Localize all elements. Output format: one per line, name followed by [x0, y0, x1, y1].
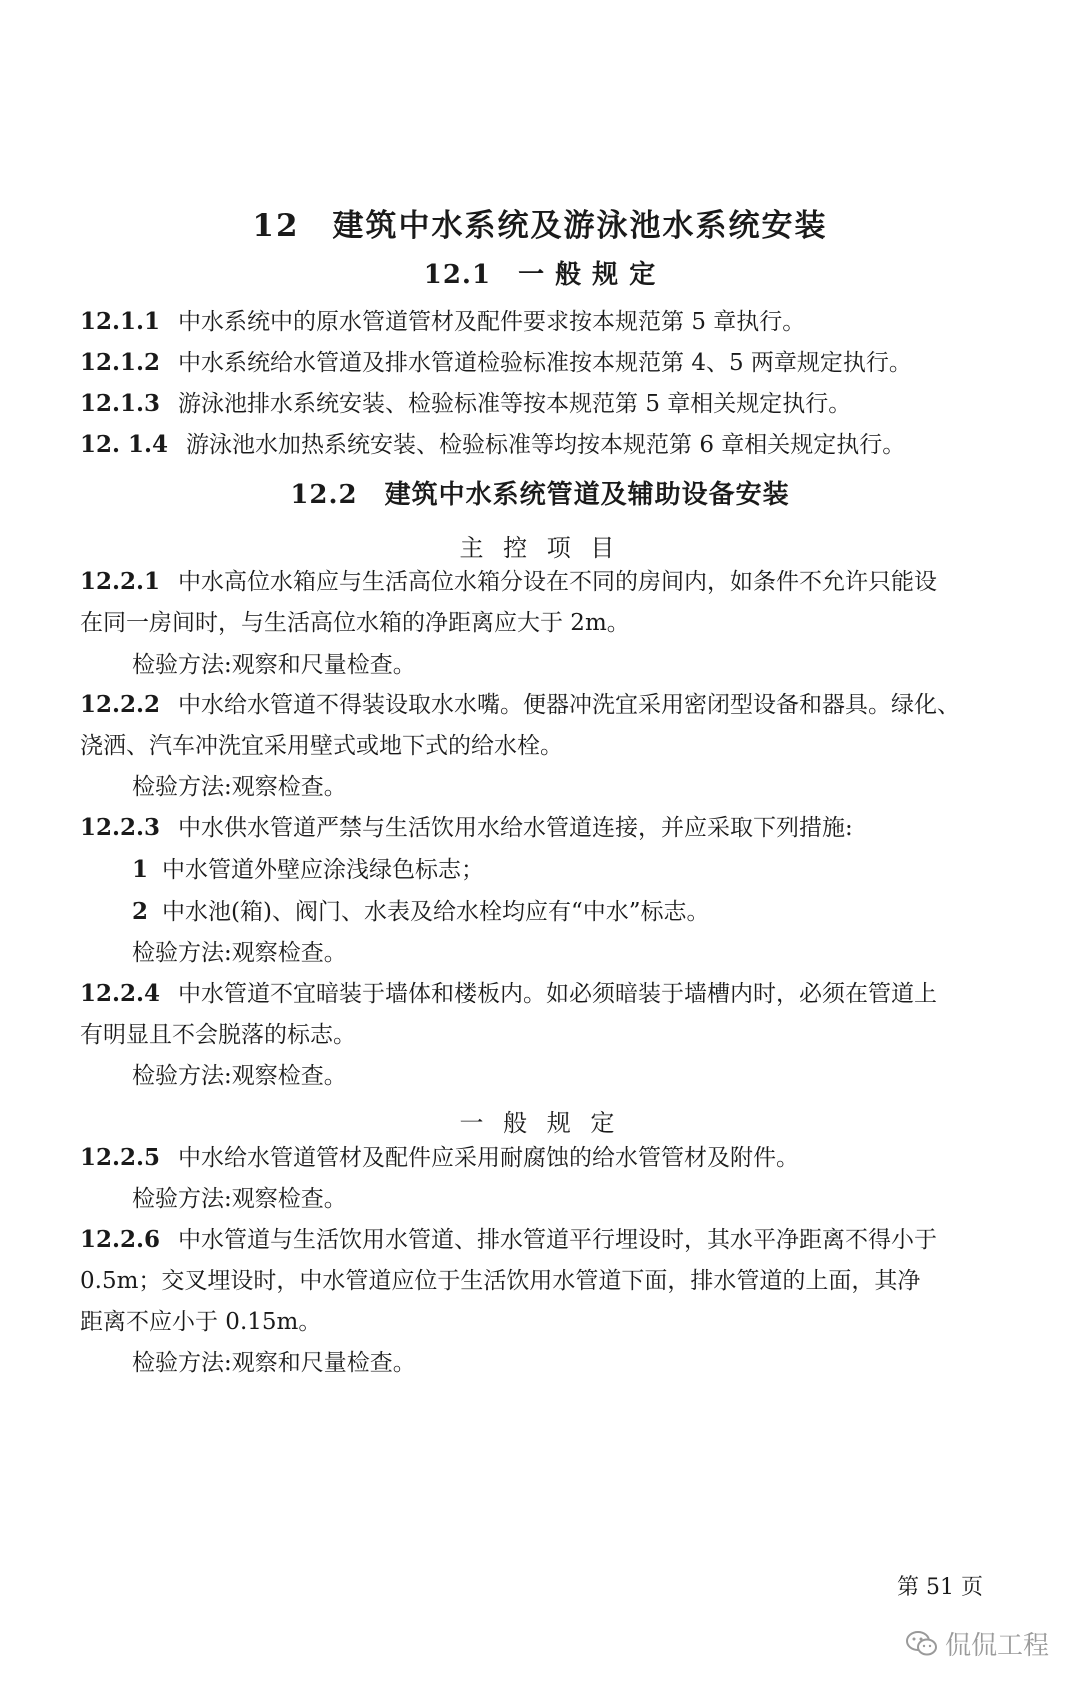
clause-number: 12.1.3 — [80, 390, 161, 417]
watermark-text: 侃侃工程 — [945, 1631, 1050, 1661]
clause-number: 12.1.2 — [80, 349, 161, 376]
subheading-main-control: 主 控 项 目 — [459, 534, 621, 562]
clause-text: 中水管道不宜暗装于墙体和楼板内。如必须暗装于墙槽内时，必须在管道上 — [178, 981, 938, 1007]
clause-12-2-6 — [80, 1225, 1020, 1255]
list-text: 中水管道外壁应涂浅绿色标志； — [162, 857, 485, 883]
chapter-title: 12 建筑中水系统及游泳池水系统安装 — [252, 208, 828, 244]
section-1-title: 12.1 一 般 规 定 — [423, 260, 657, 290]
clause-12-2-6-cont-1: 0.5m；交叉埋设时，中水管道应位于生活饮用水管道下面，排水管道的上面，其净 — [80, 1268, 921, 1294]
clause-12-1-1 — [80, 307, 1020, 337]
clause-number: 12.2.3 — [80, 814, 161, 841]
inspection-method: 检验方法:观察检查。 — [132, 774, 347, 800]
clause-text: 中水给水管道管材及配件应采用耐腐蚀的给水管管材及附件。 — [178, 1145, 800, 1171]
section-2-title: 12.2 建筑中水系统管道及辅助设备安装 — [290, 480, 790, 510]
clause-12-2-4 — [80, 979, 1020, 1009]
clause-text: 中水供水管道严禁与生活饮用水给水管道连接，并应采取下列措施: — [178, 815, 853, 841]
list-item-2 — [132, 897, 1072, 927]
clause-12-1-3 — [80, 389, 1020, 419]
clause-12-2-6-cont-2: 距离不应小于 0.15m。 — [80, 1309, 322, 1335]
wechat-icon — [905, 1630, 939, 1658]
inspection-method: 检验方法:观察检查。 — [132, 1186, 347, 1212]
clause-12-1-2 — [80, 348, 1020, 378]
clause-12-2-4-cont: 有明显且不会脱落的标志。 — [80, 1022, 356, 1048]
clause-text: 中水管道与生活饮用水管道、排水管道平行埋设时，其水平净距离不得小于 — [178, 1227, 938, 1253]
clause-number: 12.2.6 — [80, 1226, 161, 1253]
clause-text: 游泳池水加热系统安装、检验标准等均按本规范第 6 章相关规定执行。 — [186, 432, 906, 458]
list-text: 中水池(箱)、阀门、水表及给水栓均应有“中水”标志。 — [162, 899, 710, 925]
inspection-method: 检验方法:观察和尺量检查。 — [132, 652, 416, 678]
list-number: 1 — [132, 856, 149, 883]
clause-text: 游泳池排水系统安装、检验标准等按本规范第 5 章相关规定执行。 — [178, 391, 852, 417]
clause-number: 12.1.1 — [80, 308, 161, 335]
inspection-method: 检验方法:观察和尺量检查。 — [132, 1350, 416, 1376]
clause-number: 12.2.5 — [80, 1144, 161, 1171]
clause-12-2-1 — [80, 567, 1020, 597]
clause-text: 中水给水管道不得装设取水水嘴。便器冲洗宜采用密闭型设备和器具。绿化、 — [178, 692, 961, 718]
clause-number: 12.2.1 — [80, 568, 161, 595]
list-number: 2 — [132, 898, 149, 925]
list-item-1 — [132, 855, 1072, 885]
clause-12-1-4 — [80, 430, 1020, 460]
clause-text: 中水系统给水管道及排水管道检验标准按本规范第 4、5 两章规定执行。 — [178, 350, 912, 376]
page-number: 第 51 页 — [897, 1575, 983, 1600]
clause-text: 中水高位水箱应与生活高位水箱分设在不同的房间内，如条件不允许只能设 — [178, 569, 938, 595]
clause-number: 12.2.4 — [80, 980, 161, 1007]
clause-12-2-5 — [80, 1143, 1020, 1173]
clause-12-2-2 — [80, 690, 1020, 720]
clause-12-2-1-cont: 在同一房间时，与生活高位水箱的净距离应大于 2m。 — [80, 610, 630, 636]
clause-number: 12.2.2 — [80, 691, 161, 718]
clause-12-2-3 — [80, 813, 1020, 843]
inspection-method: 检验方法:观察检查。 — [132, 1063, 347, 1089]
clause-number: 12. 1.4 — [80, 431, 169, 458]
inspection-method: 检验方法:观察检查。 — [132, 940, 347, 966]
clause-12-2-2-cont: 浇洒、汽车冲洗宜采用壁式或地下式的给水栓。 — [80, 733, 563, 759]
clause-text: 中水系统中的原水管道管材及配件要求按本规范第 5 章执行。 — [178, 309, 806, 335]
watermark — [905, 1625, 1049, 1662]
subheading-general: 一 般 规 定 — [459, 1109, 621, 1137]
